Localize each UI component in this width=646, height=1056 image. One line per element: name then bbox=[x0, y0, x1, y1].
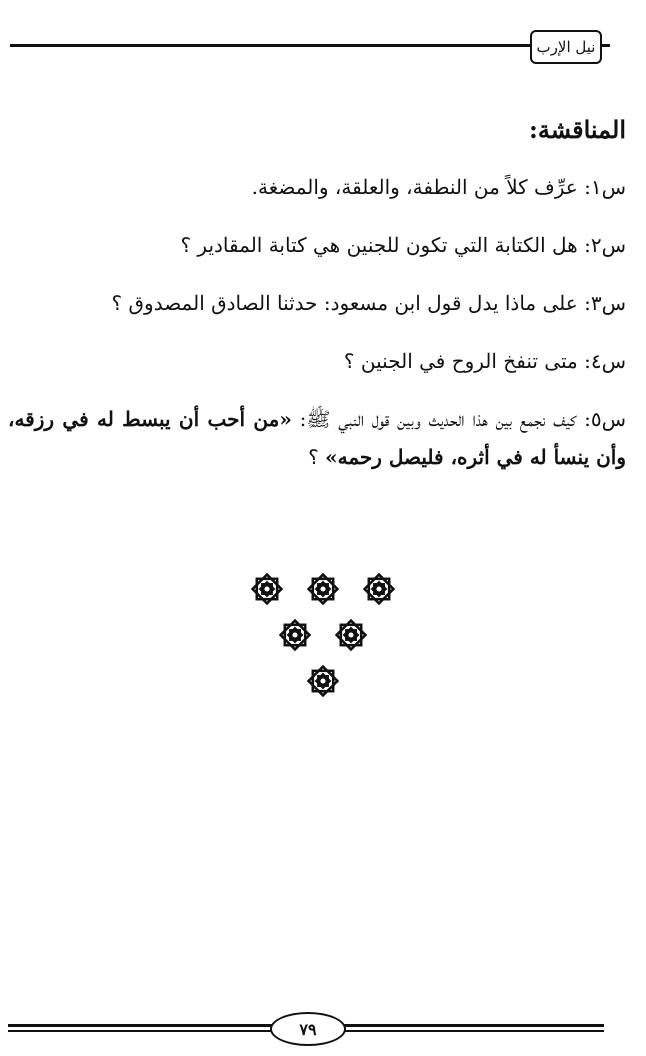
question-text: هل الكتابة التي تكون للجنين هي كتابة المقادير ؟ bbox=[180, 233, 585, 257]
question-text: متى تنفخ الروح في الجنين ؟ bbox=[343, 349, 585, 373]
question-1 bbox=[8, 168, 626, 206]
page-number: ٧٩ bbox=[299, 1019, 317, 1039]
question-text: كيف نجمع بين هذا الحديث وبين قول النبي ﷺ: bbox=[291, 407, 585, 431]
ornament-row bbox=[0, 618, 646, 652]
question-3 bbox=[8, 284, 626, 322]
question-4 bbox=[8, 342, 626, 380]
question-text: على ماذا يدل قول ابن مسعود: حدثنا الصادق المصدوق ؟ bbox=[111, 291, 585, 315]
question-number: س٢: bbox=[584, 233, 626, 257]
eight-point-star-ornament-icon bbox=[362, 572, 396, 606]
eight-point-star-ornament-icon bbox=[278, 618, 312, 652]
question-text: عرِّف كلاً من النطفة، والعلقة، والمضغة. bbox=[251, 175, 585, 199]
question-number: س٥: bbox=[584, 407, 627, 431]
eight-point-star-ornament-icon bbox=[306, 664, 340, 698]
ornament-row bbox=[0, 664, 646, 698]
ornament-group bbox=[0, 572, 646, 710]
running-title: نيل الإرب bbox=[536, 38, 596, 56]
question-2 bbox=[8, 226, 626, 264]
page-number-oval bbox=[270, 1012, 346, 1046]
question-number: س٤: bbox=[584, 349, 626, 373]
section-heading: المناقشة: bbox=[528, 115, 626, 144]
question-number: س٣: bbox=[584, 291, 626, 315]
question-tail: ؟ bbox=[308, 445, 326, 469]
page-content bbox=[8, 110, 626, 496]
question-number: س١: bbox=[584, 175, 626, 199]
header-rule-left bbox=[10, 44, 530, 47]
hadith-quote: «من أحب أن يبسط له في رزقه، وأن ينسأ له في أثره، فليصل رحمه» bbox=[8, 407, 626, 469]
question-5 bbox=[8, 400, 626, 476]
running-title-box bbox=[530, 30, 602, 64]
eight-point-star-ornament-icon bbox=[334, 618, 368, 652]
eight-point-star-ornament-icon bbox=[250, 572, 284, 606]
ornament-row bbox=[0, 572, 646, 606]
eight-point-star-ornament-icon bbox=[306, 572, 340, 606]
